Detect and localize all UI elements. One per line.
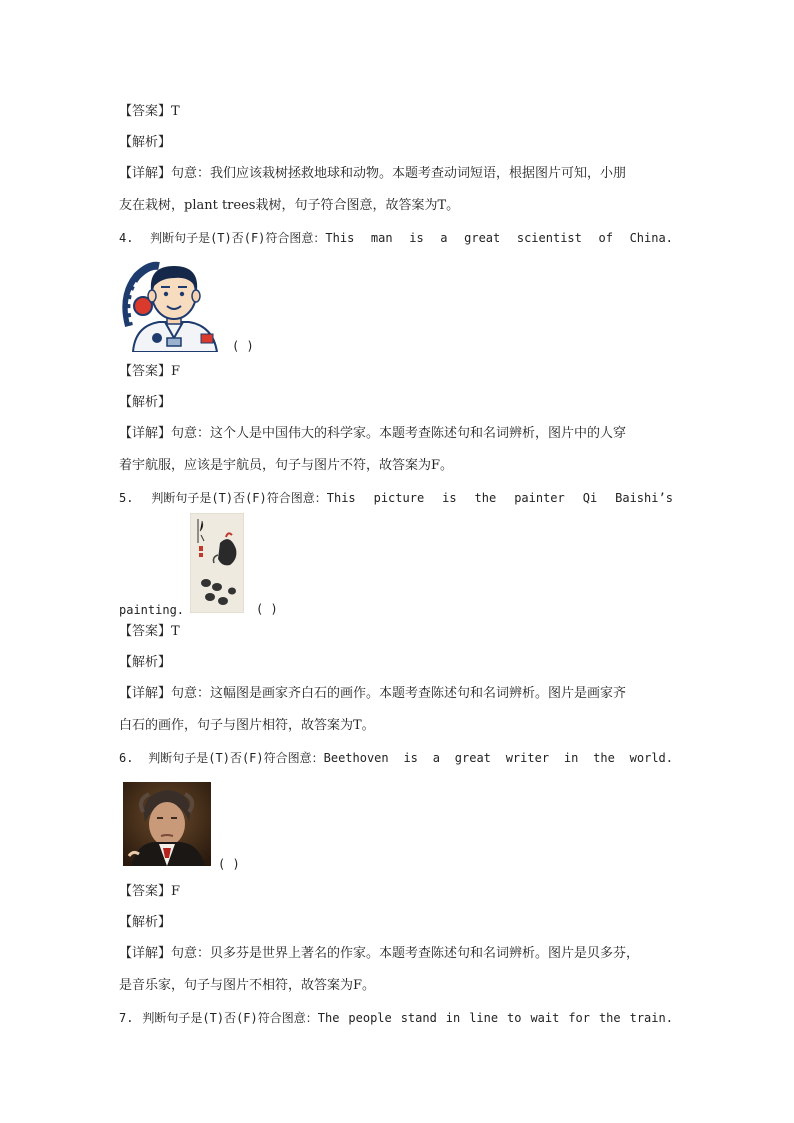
q7-question	[119, 1008, 673, 1028]
q7-word: stand	[400, 1011, 437, 1025]
qi-baishi-painting-image	[190, 513, 244, 613]
q5-answer-blank[interactable]: ( )	[256, 602, 278, 616]
q5-continuation: painting.	[119, 603, 185, 617]
q6-answer: 【答案】F	[119, 884, 181, 899]
q4-word: is	[409, 231, 424, 245]
q5-answer: 【答案】T	[119, 624, 180, 639]
q4-word: 判断句子是(T)否(F)符合图意：This	[150, 231, 355, 245]
q7-word: wait	[530, 1011, 560, 1025]
q3-analysis-heading: 【解析】	[119, 135, 172, 150]
q6-word: great	[454, 751, 491, 765]
q4-word: of	[598, 231, 613, 245]
q4-word: China.	[629, 231, 673, 245]
q6-analysis-heading: 【解析】	[119, 915, 172, 930]
q6-word: in	[563, 751, 579, 765]
q7-word: to	[507, 1011, 522, 1025]
q5-detail-line1: 【详解】句意：这幅图是画家齐白石的画作。本题考查陈述句和名词辨析。图片是画家齐	[119, 686, 627, 701]
q4-word: man	[370, 231, 393, 245]
q4-word: 4.	[119, 231, 134, 245]
q5-question	[119, 488, 673, 508]
q5-word: is	[442, 491, 457, 505]
q7-word: in	[445, 1011, 461, 1025]
q7-word: for	[568, 1011, 590, 1025]
beethoven-portrait-image	[123, 782, 211, 866]
q4-word: scientist	[516, 231, 582, 245]
q7-word: 7.	[119, 1011, 134, 1025]
q6-detail-line2: 是音乐家，句子与图片不相符，故答案为F。	[119, 978, 376, 993]
q7-word: people	[348, 1011, 392, 1025]
q3-detail-line2: 友在栽树，plant trees栽树，句子符合图意，故答案为T。	[119, 198, 460, 213]
q4-word: a	[440, 231, 448, 245]
q5-word: picture	[373, 491, 425, 505]
q3-answer: 【答案】T	[119, 104, 180, 119]
q5-detail-line2: 白石的画作，句子与图片相符，故答案为T。	[119, 718, 375, 733]
q4-answer-blank[interactable]: ( )	[232, 339, 254, 353]
q5-word: painter	[514, 491, 565, 505]
q7-word: line	[469, 1011, 499, 1025]
q4-analysis-heading: 【解析】	[119, 395, 172, 410]
q5-word: the	[474, 491, 497, 505]
q6-question	[119, 748, 673, 768]
q4-detail-line2: 着宇航服，应该是宇航员，句子与图片不符，故答案为F。	[119, 458, 454, 473]
astronaut-image	[119, 256, 219, 352]
q6-word: 6.	[119, 751, 134, 765]
q5-word: Qi	[582, 491, 598, 505]
q6-word: 判断句子是(T)否(F)符合图意：Beethoven	[148, 751, 389, 765]
q4-question	[119, 228, 673, 248]
q6-answer-blank[interactable]: ( )	[218, 857, 240, 871]
q3-detail-line1: 【详解】句意：我们应该栽树拯救地球和动物。本题考查动词短语，根据图片可知，小朋	[119, 166, 627, 181]
q6-word: world.	[629, 751, 673, 765]
q6-word: is	[403, 751, 418, 765]
q4-answer: 【答案】F	[119, 364, 181, 379]
q5-word: 5.	[119, 491, 134, 505]
q4-detail-line1: 【详解】句意：这个人是中国伟大的科学家。本题考查陈述句和名词辨析，图片中的人穿	[119, 426, 627, 441]
q6-word: the	[593, 751, 615, 765]
q5-word: 判断句子是(T)否(F)符合图意：This	[151, 491, 356, 505]
q7-word: the	[598, 1011, 621, 1025]
q6-word: a	[432, 751, 440, 765]
q7-word: 判断句子是(T)否(F)符合图意：The	[142, 1011, 340, 1025]
q6-detail-line1: 【详解】句意：贝多芬是世界上著名的作家。本题考查陈述句和名词辨析。图片是贝多芬，	[119, 946, 640, 961]
q5-word: Baishi’s	[615, 491, 673, 505]
q4-word: great	[464, 231, 501, 245]
q7-word: train.	[629, 1011, 673, 1025]
q5-analysis-heading: 【解析】	[119, 655, 172, 670]
q6-word: writer	[505, 751, 550, 765]
